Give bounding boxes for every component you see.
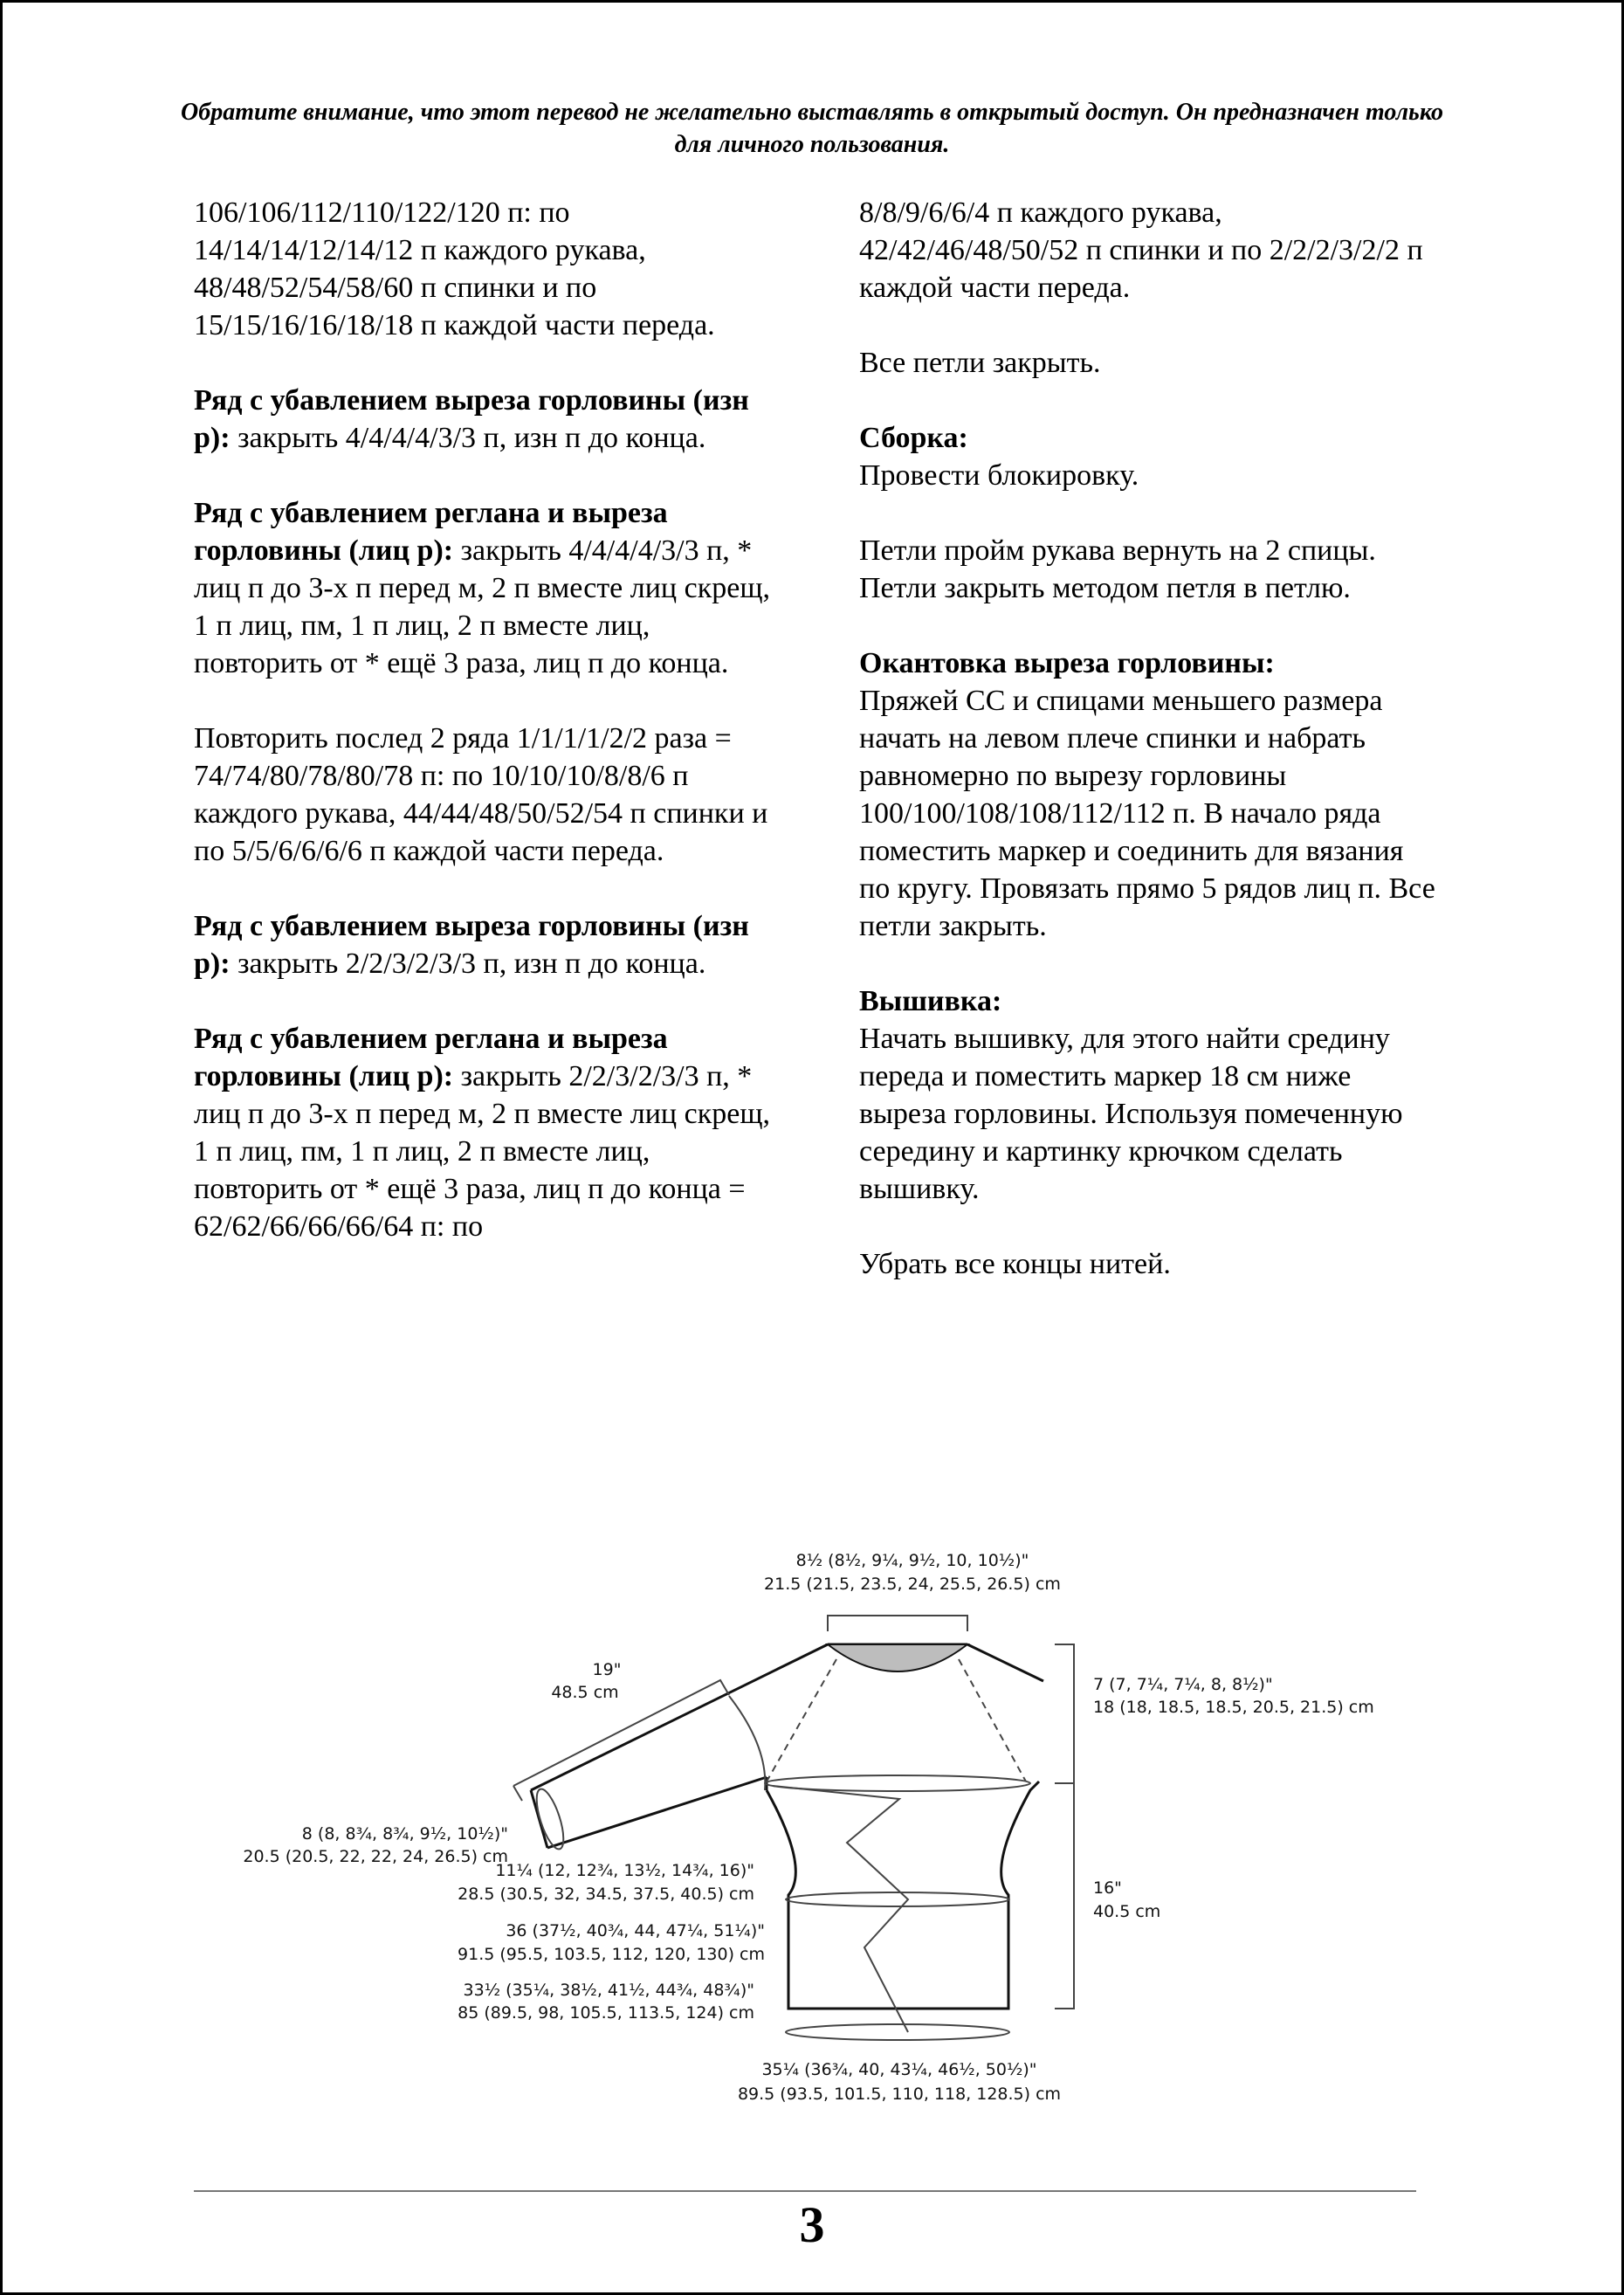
yoke-depth-in-label: 7 (7, 7¼, 7¼, 8, 8½)" [1093, 1675, 1273, 1694]
yoke-depth-cm-label: 18 (18, 18.5, 18.5, 20.5, 21.5) cm [1093, 1698, 1374, 1717]
hip-cm-label: 89.5 (93.5, 101.5, 110, 118, 128.5) cm [737, 2085, 1062, 2104]
paragraph: Ряд с убавлением реглана и выреза горловины (лиц р): закрыть 2/2/3/2/3/3 п, * лиц п до 3-х п перед м, 2 п вместе лиц скрещ, 1 п лиц, пм, 1 п лиц, 2 п вместе лиц, повторить от * ещё 3 раза, лиц п до конца = 62/62/66/66/66/64 п: по [194, 1023, 771, 1243]
neck-width-in-label: 8½ (8½, 9¼, 9½, 10, 10½)" [795, 1551, 1029, 1570]
upper-arm-cm-label: 28.5 (30.5, 32, 34.5, 37.5, 40.5) cm [458, 1885, 754, 1904]
left-column [194, 194, 774, 1283]
hip-in-label: 35¼ (36¾, 40, 43¼, 46½, 50½)" [761, 2060, 1037, 2079]
chest-cm-label: 91.5 (95.5, 103.5, 112, 120, 130) cm [458, 1945, 765, 1964]
section-neckband: Окантовка выреза горловины: Пряжей СС и спицами меньшего размера начать на левом плече спинки и набрать равномерно по вырезу горловины 100/100/108/108/112/112 п. В начало ряда поместить маркер и соединить для вязания по кругу. Провязать прямо 5 рядов лиц п. Все петли закрыть. [859, 647, 1435, 942]
wrist-in-label: 8 (8, 8¾, 8¾, 9½, 10½)" [301, 1824, 508, 1844]
paragraph: 8/8/9/6/6/4 п каждого рукава, 42/42/46/48/50/52 п спинки и по 2/2/2/3/2/2 п каждой части переда. [859, 196, 1423, 304]
right-column [859, 194, 1440, 1320]
page-number: 3 [799, 2196, 825, 2253]
sleeve-length-cm-label: 48.5 cm [551, 1683, 619, 1702]
upper-arm-in-label: 11¼ (12, 12¾, 13½, 14¾, 16)" [495, 1861, 754, 1880]
paragraph: Ряд с убавлением реглана и выреза горловины (лиц р): закрыть 4/4/4/4/3/3 п, * лиц п до 3-х п перед м, 2 п вместе лиц скрещ, 1 п лиц, пм, 1 п лиц, 2 п вместе лиц, повторить от * ещё 3 раза, лиц п до конца. [194, 497, 771, 679]
neck-width-cm-label: 21.5 (21.5, 23.5, 24, 25.5, 26.5) cm [764, 1575, 1061, 1594]
waist-cm-label: 85 (89.5, 98, 105.5, 113.5, 124) cm [458, 2003, 754, 2023]
wrist-cm-label: 20.5 (20.5, 22, 22, 24, 26.5) cm [243, 1847, 508, 1866]
paragraph: Ряд с убавлением выреза горловины (изн р): закрыть 4/4/4/4/3/3 п, изн п до конца. [194, 384, 749, 454]
sweater-schematic [218, 1537, 1441, 2113]
neckband-shading [828, 1644, 967, 1671]
section-embroidery: Вышивка: Начать вышивку, для этого найти средину переда и поместить маркер 18 см ниже выреза горловины. Используя помеченную середину и картинку крючком сделать вышивку. [859, 985, 1403, 1205]
section-assembly: Сборка: Провести блокировку. [859, 422, 1139, 492]
body-length-in-label: 16" [1093, 1878, 1122, 1898]
paragraph: Все петли закрыть. [859, 347, 1101, 379]
waist-in-label: 33½ (35¼, 38½, 41½, 44¾, 48¾)" [463, 1981, 754, 2000]
paragraph: Повторить послед 2 ряда 1/1/1/1/2/2 раза = 74/74/80/78/80/78 п: по 10/10/10/8/8/6 п каждого рукава, 44/44/48/50/52/54 п спинки и по 5/5/6/6/6/6 п каждой части переда. [194, 722, 768, 867]
translation-notice: Обратите внимание, что этот перевод не желательно выставлять в открытый доступ. Он предназначен только для личного пользования. [181, 99, 1443, 158]
paragraph: Петли пройм рукава вернуть на 2 спицы. Петли закрыть методом петля в петлю. [859, 534, 1376, 604]
paragraph: Ряд с убавлением выреза горловины (изн р): закрыть 2/2/3/2/3/3 п, изн п до конца. [194, 910, 749, 980]
raglan-lines [767, 1659, 1026, 1782]
sleeve-length-in-label: 19" [592, 1660, 622, 1679]
body-length-cm-label: 40.5 cm [1093, 1902, 1161, 1921]
chest-in-label: 36 (37½, 40¾, 44, 47¼, 51¼)" [506, 1921, 765, 1940]
paragraph: Убрать все концы нитей. [859, 1248, 1171, 1280]
paragraph: 106/106/112/110/122/120 п: по 14/14/14/12/14/12 п каждого рукава, 48/48/52/54/58/60 п спинки и по 15/15/16/16/18/18 п каждой части переда. [194, 196, 715, 341]
